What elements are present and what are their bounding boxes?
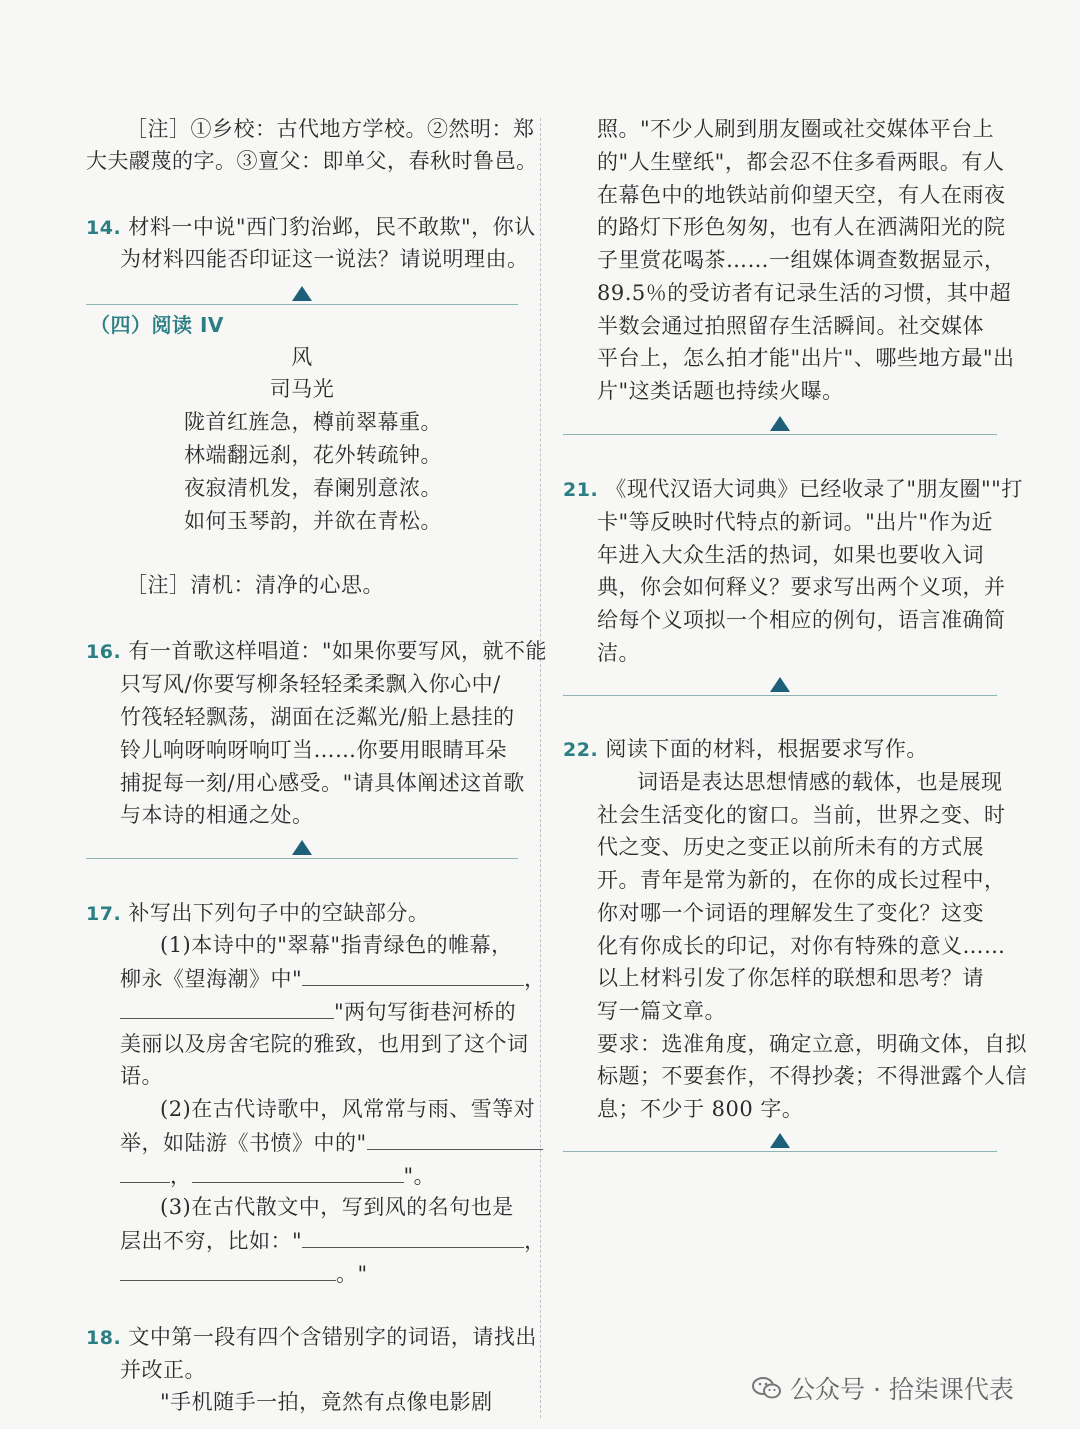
question-18-line-2: 并改正。 <box>120 1358 206 1382</box>
passage-line: 片"这类话题也持续火曝。 <box>597 379 844 403</box>
section-title-reading-4: （四）阅读 IV <box>90 313 224 337</box>
question-number: 18. <box>86 1327 122 1349</box>
question-18 <box>86 1322 537 1353</box>
question-21-line-2: 卡"等反映时代特点的新词。"出片"作为近 <box>597 510 993 534</box>
question-text: 《现代汉语大词典》已经收录了"朋友圈""打 <box>605 477 1023 501</box>
answer-blank[interactable] <box>120 1160 170 1183</box>
text: ， <box>170 1164 192 1188</box>
watermark <box>752 1368 1014 1408</box>
answer-blank[interactable] <box>302 963 524 986</box>
poem-line: 林端翻远刹，花外转疏钟。 <box>184 443 442 467</box>
section-end-marker <box>292 840 312 855</box>
question-17-part-1-line-4: 美丽以及房舍宅院的雅致，也用到了这个词 <box>120 1032 529 1056</box>
text: ， <box>524 967 546 991</box>
text: 。" <box>336 1262 368 1286</box>
question-17-part-3-line-3 <box>120 1258 368 1289</box>
text: "两句写街巷河桥的 <box>334 1000 517 1024</box>
section-end-marker <box>770 416 790 431</box>
poem-line: 如何玉琴韵，并欲在青松。 <box>184 509 442 533</box>
question-number: 14. <box>86 217 122 239</box>
question-17-part-1-line-5: 语。 <box>120 1064 163 1088</box>
passage-line: 的路灯下形色匆匆，也有人在洒满阳光的院 <box>597 215 1006 239</box>
question-22-material-line: 以上材料引发了你怎样的联想和思考？请 <box>597 966 984 990</box>
question-text: 补写出下列句子中的空缺部分。 <box>128 901 430 925</box>
question-22 <box>563 734 928 765</box>
question-16-line-4: 铃儿响呀响呀响叮当……你要用眼睛耳朵 <box>120 738 507 762</box>
question-17-part-1: (1)本诗中的"翠幕"指青绿色的帷幕， <box>160 933 513 957</box>
question-text: 有一首歌这样唱道："如果你要写风，就不能 <box>128 639 548 663</box>
question-17-part-1-line-3 <box>120 996 516 1027</box>
answer-blank[interactable] <box>192 1160 404 1183</box>
watermark-text: 公众号 · 拾柒课代表 <box>790 1375 1014 1404</box>
question-14 <box>86 212 536 243</box>
question-22-material-line: 社会生活变化的窗口。当前，世界之变、时 <box>597 803 1006 827</box>
question-22-material-line: 词语是表达思想情感的载体，也是展现 <box>637 770 1003 794</box>
poem-line: 陇首红旌急，樽前翠幕重。 <box>184 410 442 434</box>
wechat-icon <box>752 1376 782 1400</box>
text: ， <box>524 1229 546 1253</box>
poem-author: 司马光 <box>269 377 335 401</box>
passage-line: 子里赏花喝茶……一组媒体调查数据显示， <box>597 248 1006 272</box>
poem-line: 夜寂清机发，春阑别意浓。 <box>184 476 442 500</box>
text: 层出不穷，比如：" <box>120 1229 303 1253</box>
passage-line: 半数会通过拍照留存生活瞬间。社交媒体 <box>597 314 984 338</box>
question-17-part-2-line-3 <box>120 1160 435 1191</box>
section-rule <box>86 858 518 859</box>
question-18-line-3: "手机随手一拍，竟然有点像电影剧 <box>160 1390 493 1414</box>
note-2: ［注］清机：清净的心思。 <box>126 573 384 597</box>
question-16-line-2: 只写风/你要写柳条轻轻柔柔飘入你心中/ <box>120 672 501 696</box>
question-21-line-5: 给每个义项拟一个相应的例句，语言准确简 <box>597 608 1006 632</box>
question-number: 16. <box>86 641 122 663</box>
question-17 <box>86 898 429 929</box>
question-text: 文中第一段有四个含错别字的词语，请找出 <box>128 1325 537 1349</box>
question-21-line-6: 洁。 <box>597 641 640 665</box>
note-1-line-1: ［注］①乡校：古代地方学校。②然明：郑 <box>126 117 535 141</box>
question-22-material-line: 写一篇文章。 <box>597 999 726 1023</box>
question-number: 17. <box>86 903 122 925</box>
passage-line: 的"人生壁纸"，都会忍不住多看两眼。有人 <box>597 150 1005 174</box>
column-divider <box>540 118 541 1418</box>
answer-blank[interactable] <box>367 1127 543 1150</box>
question-16-line-3: 竹筏轻轻飘荡，湖面在泛粼光/船上悬挂的 <box>120 705 515 729</box>
section-rule <box>563 695 997 696</box>
question-17-part-2-line-2 <box>120 1127 543 1158</box>
section-rule <box>86 304 518 305</box>
question-number: 21. <box>563 479 599 501</box>
passage-line: 照。"不少人刷到朋友圈或社交媒体平台上 <box>597 117 995 141</box>
text: 举，如陆游《书愤》中的" <box>120 1131 367 1155</box>
question-16 <box>86 636 547 667</box>
question-16-line-5: 捕捉每一刻/用心感受。"请具体阐述这首歌 <box>120 771 525 795</box>
question-22-material-line: 开。青年是常为新的，在你的成长过程中， <box>597 868 1006 892</box>
question-22-material-line: 代之变、历史之变正以前所未有的方式展 <box>597 835 984 859</box>
question-17-part-2: (2)在古代诗歌中，风常常与雨、雪等对 <box>160 1097 536 1121</box>
question-21-line-3: 年进入大众生活的热词，如果也要收入词 <box>597 543 984 567</box>
section-rule <box>563 1151 997 1152</box>
question-16-line-6: 与本诗的相通之处。 <box>120 803 314 827</box>
poem-title: 风 <box>291 345 313 369</box>
question-22-material-line: 你对哪一个词语的理解发生了变化？这变 <box>597 901 984 925</box>
question-22-material-line: 化有你成长的印记，对你有特殊的意义…… <box>597 934 1006 958</box>
section-end-marker <box>770 677 790 692</box>
text: 柳永《望海潮》中" <box>120 967 303 991</box>
answer-blank[interactable] <box>120 1258 336 1281</box>
section-end-marker <box>770 1133 790 1148</box>
section-rule <box>563 434 997 435</box>
question-text: 阅读下面的材料，根据要求写作。 <box>605 737 928 761</box>
question-22-requirement-line: 标题；不要套作，不得抄袭；不得泄露个人信 <box>597 1064 1027 1088</box>
question-21-line-4: 典，你会如何释义？要求写出两个义项，并 <box>597 575 1006 599</box>
question-22-requirement-line: 息；不少于 800 字。 <box>597 1097 804 1121</box>
section-end-marker <box>292 286 312 301</box>
question-text: 材料一中说"西门豹治邺，民不敢欺"，你认 <box>128 215 536 239</box>
question-17-part-1-line-2 <box>120 963 546 994</box>
question-22-requirement-line: 要求：选准角度，确定立意，明确文体，自拟 <box>597 1032 1027 1056</box>
question-number: 22. <box>563 739 599 761</box>
answer-blank[interactable] <box>120 996 334 1019</box>
passage-line: 89.5％的受访者有记录生活的习惯，其中超 <box>597 281 1012 305</box>
question-14-line-2: 为材料四能否印证这一说法？请说明理由。 <box>120 247 529 271</box>
passage-line: 平台上，怎么拍才能"出片"、哪些地方最"出 <box>597 346 1015 370</box>
question-21 <box>563 474 1023 505</box>
text: "。 <box>403 1164 436 1188</box>
question-17-part-3-line-2 <box>120 1225 546 1256</box>
question-17-part-3: (3)在古代散文中，写到风的名句也是 <box>160 1195 514 1219</box>
answer-blank[interactable] <box>302 1225 524 1248</box>
note-1-line-2: 大夫鬷蔑的字。③亶父：即单父，春秋时鲁邑。 <box>86 149 538 173</box>
passage-line: 在幕色中的地铁站前仰望天空，有人在雨夜 <box>597 183 1006 207</box>
